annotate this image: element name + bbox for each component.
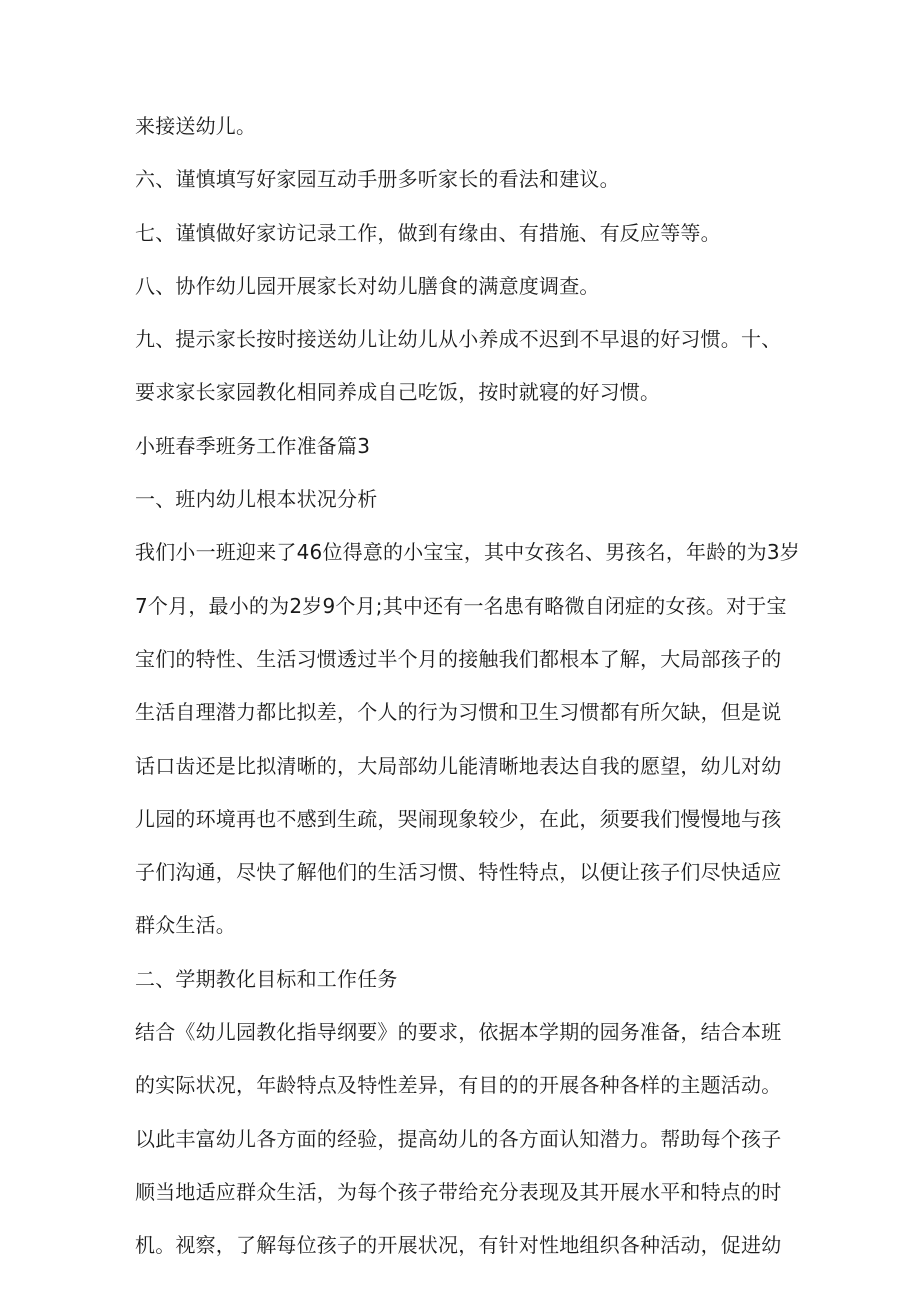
- subsection-heading: 二、学期教化目标和工作任务: [135, 966, 398, 991]
- text-line: 生活自理潜力都比拟差，个人的行为习惯和卫生习惯都有所欠缺，但是说: [135, 700, 782, 725]
- text-line: 来接送幼儿。: [135, 114, 257, 138]
- subsection-heading: 一、班内幼儿根本状况分析: [135, 487, 378, 512]
- text-line: 子们沟通，尽快了解他们的生活习惯、特性特点，以便让孩子们尽快适应: [135, 860, 782, 885]
- text-line: 七、谨慎做好家访记录工作，做到有缘由、有措施、有反应等等。: [135, 220, 721, 245]
- text-line: 话口齿还是比拟清晰的，大局部幼儿能清晰地表达自我的愿望，幼儿对幼: [135, 753, 782, 778]
- text-line: 机。视察，了解每位孩子的开展状况，有针对性地组织各种活动，促进幼: [135, 1233, 782, 1258]
- section-heading: 小班春季班务工作准备篇3: [135, 433, 371, 458]
- text-line: 六、谨慎填写好家园互动手册多听家长的看法和建议。: [135, 167, 620, 192]
- text-line: 儿园的环境再也不感到生疏，哭闹现象较少，在此，须要我们慢慢地与孩: [135, 806, 782, 831]
- text-line: 九、提示家长按时接送幼儿让幼儿从小养成不迟到不早退的好习惯。十、: [135, 327, 782, 352]
- text-line: 宝们的特性、生活习惯透过半个月的接触我们都根本了解，大局部孩子的: [135, 646, 782, 671]
- text-line: 八、协作幼儿园开展家长对幼儿膳食的满意度调查。: [135, 273, 600, 298]
- text-line: 的实际状况，年龄特点及特性差异，有目的的开展各种各样的主题活动。: [135, 1073, 782, 1098]
- text-line: 以此丰富幼儿各方面的经验，提高幼儿的各方面认知潜力。帮助每个孩子: [135, 1126, 782, 1151]
- text-line: 顺当地适应群众生活，为每个孩子带给充分表现及其开展水平和特点的时: [135, 1179, 782, 1204]
- text-line: 7个月，最小的为2岁9个月;其中还有一名患有略微自闭症的女孩。对于宝: [135, 593, 787, 618]
- text-line: 结合《幼儿园教化指导纲要》的要求，依据本学期的园务准备，结合本班: [135, 1020, 782, 1045]
- text-line: 我们小一班迎来了46位得意的小宝宝，其中女孩名、男孩名，年龄的为3岁: [135, 540, 800, 565]
- text-line: 要求家长家园教化相同养成自己吃饭，按时就寝的好习惯。: [135, 380, 661, 405]
- document-page: [135, 113, 800, 1286]
- text-line: 群众生活。: [135, 913, 236, 938]
